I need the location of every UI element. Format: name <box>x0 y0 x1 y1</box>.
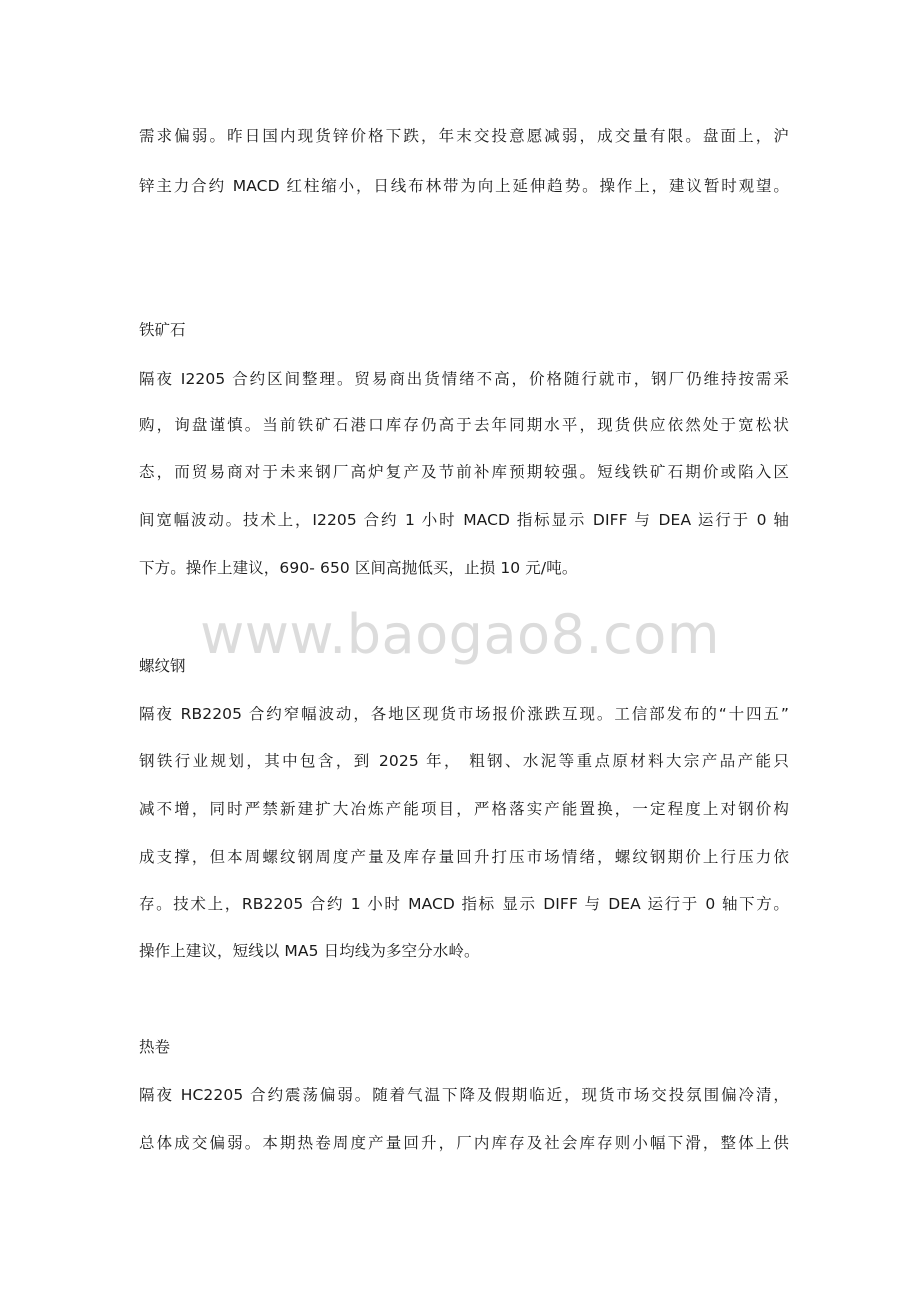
section-heading: 螺纹钢 <box>139 657 186 675</box>
section-heading: 热卷 <box>139 1038 171 1056</box>
section-heading: 铁矿石 <box>139 321 186 339</box>
paragraph-line: 隔夜 I2205 合约区间整理。贸易商出货情绪不高，价格随行就市，钢厂仍维持按需采 <box>139 370 789 388</box>
paragraph-line: 成支撑，但本周螺纹钢周度产量及库存量回升打压市场情绪，螺纹钢期价上行压力依 <box>139 848 789 866</box>
paragraph-line: 下方。操作上建议，690- 650 区间高抛低买，止损 10 元/吨。 <box>139 559 578 577</box>
paragraph-line: 锌主力合约 MACD 红柱缩小，日线布林带为向上延伸趋势。操作上，建议暂时观望。 <box>139 177 789 195</box>
paragraph-line: 隔夜 RB2205 合约窄幅波动，各地区现货市场报价涨跌互现。工信部发布的“十四五” <box>139 705 789 723</box>
watermark: www.baogao8.com <box>200 603 720 666</box>
paragraph-line: 操作上建议，短线以 MA5 日均线为多空分水岭。 <box>139 942 480 960</box>
paragraph-line: 购，询盘谨慎。当前铁矿石港口库存仍高于去年同期水平，现货供应依然处于宽松状 <box>139 416 789 434</box>
paragraph-line: 总体成交偏弱。本期热卷周度产量回升，厂内库存及社会库存则小幅下滑，整体上供 <box>139 1134 789 1152</box>
paragraph-line: 态，而贸易商对于未来钢厂高炉复产及节前补库预期较强。短线铁矿石期价或陷入区 <box>139 463 789 481</box>
paragraph-line: 减不增，同时严禁新建扩大冶炼产能项目，严格落实产能置换，一定程度上对钢价构 <box>139 800 789 818</box>
paragraph-line: 钢铁行业规划，其中包含，到 2025 年， 粗钢、水泥等重点原材料大宗产品产能只 <box>139 752 789 770</box>
paragraph-line: 间宽幅波动。技术上，I2205 合约 1 小时 MACD 指标显示 DIFF 与 DEA 运行于 0 轴 <box>139 511 789 529</box>
paragraph-line: 存。技术上，RB2205 合约 1 小时 MACD 指标 显示 DIFF 与 DEA 运行于 0 轴下方。 <box>139 895 789 913</box>
paragraph-line: 需求偏弱。昨日国内现货锌价格下跌，年末交投意愿减弱，成交量有限。盘面上，沪 <box>139 127 789 145</box>
paragraph-line: 隔夜 HC2205 合约震荡偏弱。随着气温下降及假期临近，现货市场交投氛围偏冷清， <box>139 1086 789 1104</box>
